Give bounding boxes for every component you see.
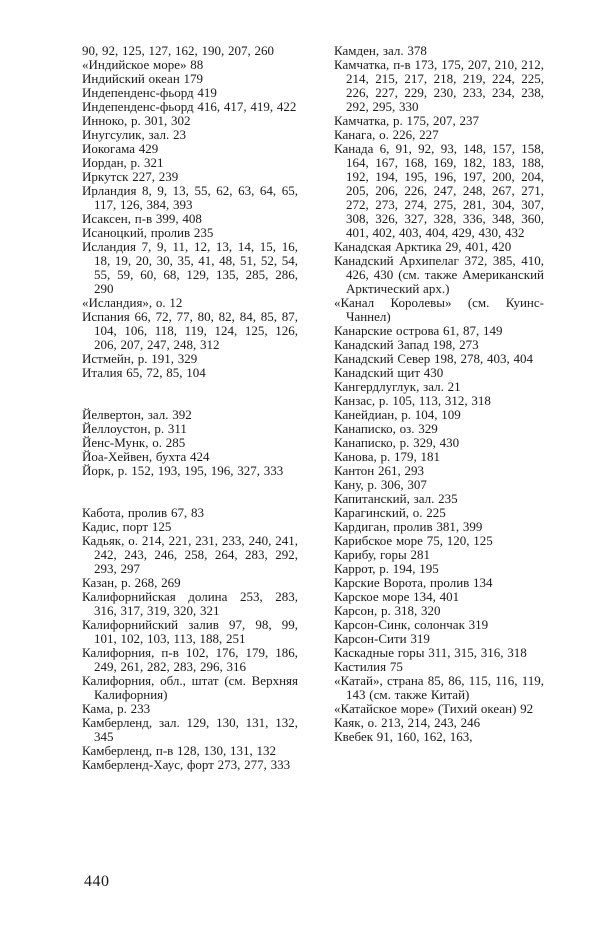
index-column-right xyxy=(334,44,544,744)
index-entry: Йеллоустон, р. 311 xyxy=(82,421,187,436)
index-entry: «Катайское море» (Тихий океан) 92 xyxy=(334,701,534,716)
index-entry: Карские Ворота, пролив 134 xyxy=(334,575,493,590)
index-entry: Калифорния, п-в 102, 176, 179, 186, 249, 261, 282, 283, 296, 316 xyxy=(82,645,298,674)
index-entry: Канарские острова 61, 87, 149 xyxy=(334,323,503,338)
index-entry: 90, 92, 125, 127, 162, 190, 207, 260 xyxy=(82,43,274,58)
index-entry: Исаксен, п-в 399, 408 xyxy=(82,211,202,226)
index-entry: Карское море 134, 401 xyxy=(334,589,460,604)
index-entry: Кама, р. 233 xyxy=(82,701,151,716)
index-entry: Карсон-Сити 319 xyxy=(334,631,430,646)
index-entry: Канага, о. 226, 227 xyxy=(334,127,439,142)
index-entry: Истмейн, р. 191, 329 xyxy=(82,351,198,366)
index-entry: Иордан, р. 321 xyxy=(82,155,164,170)
index-entry: Карибское море 75, 120, 125 xyxy=(334,533,493,548)
index-entry: Казан, р. 268, 269 xyxy=(82,575,181,590)
index-entry: Квебек 91, 160, 162, 163, xyxy=(334,729,473,744)
index-entry: Йорк, р. 152, 193, 195, 196, 327, 333 xyxy=(82,463,284,478)
index-entry: Каррот, р. 194, 195 xyxy=(334,561,439,576)
index-entry: Каскадные горы 311, 315, 316, 318 xyxy=(334,645,527,660)
index-entry: Карсон-Синк, солончак 319 xyxy=(334,617,489,632)
index-entry: Канова, р. 179, 181 xyxy=(334,449,440,464)
index-entry: Кану, р. 306, 307 xyxy=(334,477,427,492)
index-entry: Инноко, р. 301, 302 xyxy=(82,113,191,128)
index-entry: Канаписко, р. 329, 430 xyxy=(334,435,460,450)
index-entry: Карсон, р. 318, 320 xyxy=(334,603,441,618)
index-entry: Капитанский, зал. 235 xyxy=(334,491,458,506)
index-entry: Италия 65, 72, 85, 104 xyxy=(82,365,206,380)
index-entry: Камберленд, зал. 129, 130, 131, 132, 345 xyxy=(82,715,298,744)
index-entry: Йенс-Мунк, о. 285 xyxy=(82,435,186,450)
index-entry: Индепенденс-фьорд 416, 417, 419, 422 xyxy=(82,99,297,114)
index-entry: Канадская Арктика 29, 401, 420 xyxy=(334,239,512,254)
index-entry: Карагинский, о. 225 xyxy=(334,505,446,520)
index-entry: Кастилия 75 xyxy=(334,659,403,674)
index-entry: Иркутск 227, 239 xyxy=(82,169,179,184)
index-entry: Индийский океан 179 xyxy=(82,71,204,86)
index-entry: «Индийское море» 88 xyxy=(82,57,204,72)
index-entry: Исландия 7, 9, 11, 12, 13, 14, 15, 16, 18, 19, 20, 30, 35, 41, 48, 51, 52, 54, 55, 59, 60, 68, 129, 135, 285, 286, 290 xyxy=(82,239,298,296)
index-entry: Калифорнийский залив 97, 98, 99, 101, 102, 103, 113, 188, 251 xyxy=(82,617,298,646)
index-entry: Калифорнийская долина 253, 283, 316, 317, 319, 320, 321 xyxy=(82,589,298,618)
index-entry: Камберленд-Хаус, форт 273, 277, 333 xyxy=(82,757,291,772)
index-entry: Канадский щит 430 xyxy=(334,365,444,380)
index-entry: Ирландия 8, 9, 13, 55, 62, 63, 64, 65, 117, 126, 384, 393 xyxy=(82,183,298,212)
index-entry: Исаноцкий, пролив 235 xyxy=(82,225,214,240)
index-entry: «Исландия», о. 12 xyxy=(82,295,183,310)
index-entry: Канзас, р. 105, 113, 312, 318 xyxy=(334,393,491,408)
index-entry: Кантон 261, 293 xyxy=(334,463,424,478)
index-entry: Камчатка, п-в 173, 175, 207, 210, 212, 214, 215, 217, 218, 219, 224, 225, 226, 227, 229, 230, 233, 234, 238, 292, 295, 330 xyxy=(334,57,544,114)
index-entry: Канаписко, оз. 329 xyxy=(334,421,438,436)
index-entry: Кадьяк, о. 214, 221, 231, 233, 240, 241, 242, 243, 246, 258, 264, 283, 292, 293, 297 xyxy=(82,533,298,576)
section-gap xyxy=(82,478,298,506)
index-entry: «Канал Королевы» (см. Куинс-Чаннел) xyxy=(334,295,544,324)
page-number: 440 xyxy=(84,873,110,890)
index-column-left xyxy=(82,44,298,772)
index-entry: Иокогама 429 xyxy=(82,141,159,156)
index-entry: Индепенденс-фьорд 419 xyxy=(82,85,217,100)
index-entry: Кангердлуглук, зал. 21 xyxy=(334,379,461,394)
index-entry: Инугсулик, зал. 23 xyxy=(82,127,186,142)
index-entry: Камчатка, р. 175, 207, 237 xyxy=(334,113,480,128)
index-entry: Канейдиан, р. 104, 109 xyxy=(334,407,461,422)
index-entry: Камден, зал. 378 xyxy=(334,43,427,58)
index-entry: Испания 66, 72, 77, 80, 82, 84, 85, 87, 104, 106, 118, 119, 124, 125, 126, 206, 207, 247, 248, 312 xyxy=(82,309,298,352)
index-entry: Кардиган, пролив 381, 399 xyxy=(334,519,483,534)
index-entry: Камберленд, п-в 128, 130, 131, 132 xyxy=(82,743,277,758)
index-entry: Каяк, о. 213, 214, 243, 246 xyxy=(334,715,481,730)
index-entry: Карибу, горы 281 xyxy=(334,547,431,562)
index-entry: Йоа-Хейвен, бухта 424 xyxy=(82,449,210,464)
index-entry: Кабота, пролив 67, 83 xyxy=(82,505,204,520)
index-entry: Канадский Запад 198, 273 xyxy=(334,337,479,352)
index-entry: Канадский Север 198, 278, 403, 404 xyxy=(334,351,534,366)
section-gap xyxy=(82,380,298,408)
index-entry: Йелвертон, зал. 392 xyxy=(82,407,192,422)
index-entry: Канадский Архипелаг 372, 385, 410, 426, 430 (см. также Американский Арктический арх.) xyxy=(334,253,544,296)
index-entry: Калифорния, обл., штат (см. Верхняя Калифорния) xyxy=(82,673,298,702)
index-entry: Канада 6, 91, 92, 93, 148, 157, 158, 164, 167, 168, 169, 182, 183, 188, 192, 194, 195, 196, 197, 200, 204, 205, 206, 226, 247, 248, 267, 271, 272, 273, 274, 275, 281, 304, 307, 308, 326, 327, 328, 336, 348, 360, 401, 402, 403, 404, 429, 430, 432 xyxy=(334,141,544,240)
index-entry: «Катай», страна 85, 86, 115, 116, 119, 143 (см. также Китай) xyxy=(334,673,544,702)
index-entry: Кадис, порт 125 xyxy=(82,519,172,534)
